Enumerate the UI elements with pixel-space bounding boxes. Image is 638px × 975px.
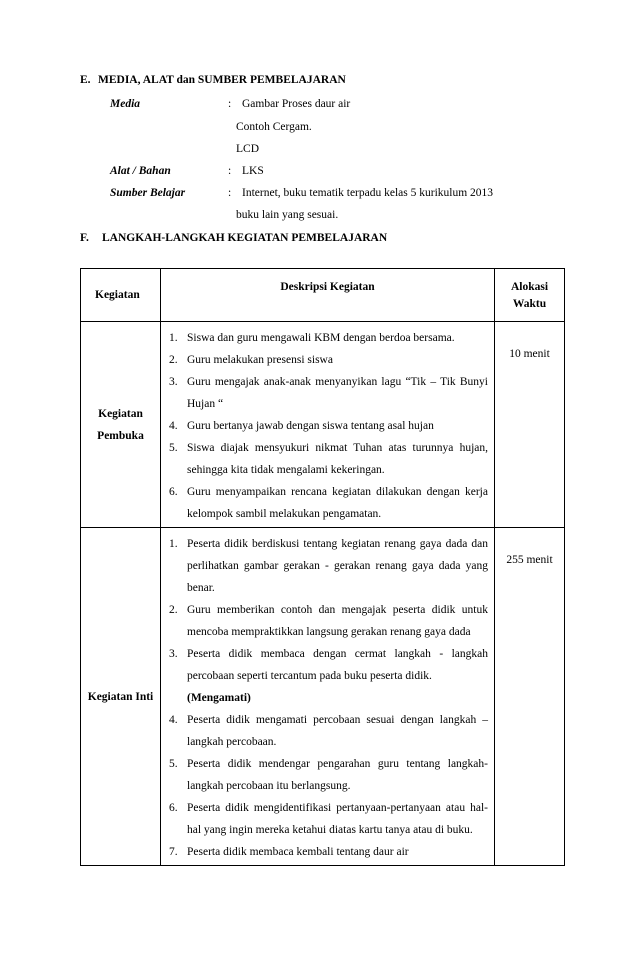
step-text: Peserta didik membaca dengan cermat langkah - langkah percobaan seperti tercantum pada buku peserta didik. (187, 648, 488, 682)
header-alokasi (495, 269, 565, 322)
section-f-heading (80, 232, 387, 244)
step-number: 4. (169, 420, 178, 432)
sumber-belajar-row (110, 187, 570, 207)
list-item (169, 643, 488, 709)
step-number: 2. (169, 604, 178, 616)
step-number: 3. (169, 648, 178, 660)
step-number: 1. (169, 332, 178, 344)
list-item (169, 415, 488, 437)
deskripsi-pembuka-cell (161, 322, 495, 528)
step-extra-mengamati: (Mengamati) (187, 692, 251, 704)
step-number: 5. (169, 442, 178, 454)
pembuka-steps-list (161, 322, 494, 527)
header-alokasi-line2: Waktu (512, 298, 547, 310)
step-number: 3. (169, 376, 178, 388)
deskripsi-inti-cell (161, 528, 495, 866)
kegiatan-pembuka-line1: Kegiatan (98, 407, 143, 420)
step-text: Guru memberikan contoh dan mengajak peserta didik untuk mencoba mempraktikkan langsung gerakan renang gaya dada (187, 604, 488, 638)
media-value-3: LCD (236, 143, 259, 155)
step-text: Peserta didik mendengar pengarahan guru tentang langkah- langkah percobaan itu berlangsung. (187, 758, 488, 792)
step-text: Guru bertanya jawab dengan siswa tentang asal hujan (187, 420, 434, 432)
sumber-belajar-value-1: Internet, buku tematik terpadu kelas 5 kurikulum 2013 (242, 187, 494, 199)
step-number: 7. (169, 846, 178, 858)
list-item (169, 349, 488, 371)
kegiatan-pembuka-line2: Pembuka (97, 429, 144, 442)
section-f-letter: F. (80, 232, 89, 244)
step-text: Siswa dan guru mengawali KBM dengan berdoa bersama. (187, 332, 455, 344)
section-e-letter: E. (80, 74, 91, 86)
step-number: 6. (169, 802, 178, 814)
step-text: Guru melakukan presensi siswa (187, 354, 333, 366)
step-number: 1. (169, 538, 178, 550)
list-item (169, 327, 488, 349)
sumber-belajar-label: Sumber Belajar (110, 187, 186, 199)
header-kegiatan: Kegiatan (81, 269, 161, 322)
list-item (169, 841, 488, 863)
step-text: Guru menyampaikan rencana kegiatan dilakukan dengan kerja kelompok sambil melakukan pengamatan. (187, 486, 488, 520)
media-value-2: Contoh Cergam. (236, 121, 312, 133)
list-item (169, 709, 488, 753)
alat-bahan-row (110, 165, 570, 185)
kegiatan-inti-cell: Kegiatan Inti (81, 528, 161, 866)
header-alokasi-line1: Alokasi (510, 281, 549, 293)
list-item (169, 437, 488, 481)
kegiatan-pembuka-cell (81, 322, 161, 528)
alat-bahan-label: Alat / Bahan (110, 165, 171, 177)
step-number: 4. (169, 714, 178, 726)
list-item (169, 753, 488, 797)
step-number: 6. (169, 486, 178, 498)
step-number: 5. (169, 758, 178, 770)
media-row (110, 98, 570, 118)
section-f-title: LANGKAH-LANGKAH KEGIATAN PEMBELAJARAN (102, 232, 388, 244)
list-item (169, 533, 488, 599)
step-text: Guru mengajak anak-anak menyanyikan lagu “Tik – Tik Bunyi Hujan “ (187, 376, 488, 410)
step-text: Siswa diajak mensyukuri nikmat Tuhan atas turunnya hujan, sehingga kita tidak mengalami kekeringan. (187, 442, 488, 476)
alokasi-inti: 255 menit (495, 528, 565, 866)
list-item (169, 371, 488, 415)
step-text: Peserta didik mengamati percobaan sesuai dengan langkah – langkah percobaan. (187, 714, 488, 748)
alat-bahan-value: LKS (242, 165, 264, 177)
media-label: Media (110, 98, 141, 110)
step-text: Peserta didik membaca kembali tentang daur air (187, 846, 409, 858)
step-number: 2. (169, 354, 178, 366)
step-text: Peserta didik berdiskusi tentang kegiatan renang gaya dada dan perlihatkan gambar gerakan - gerakan renang gaya dada yang benar. (187, 538, 488, 594)
inti-steps-list (161, 528, 494, 865)
alokasi-pembuka: 10 menit (495, 322, 565, 528)
kegiatan-table (80, 268, 565, 866)
step-text: Peserta didik mengidentifikasi pertanyaan-pertanyaan atau hal-hal yang ingin mereka ketahui diatas kartu tanya atau di buku. (187, 802, 488, 836)
media-colon: : (228, 98, 232, 110)
section-e-title: MEDIA, ALAT dan SUMBER PEMBELAJARAN (98, 74, 346, 86)
sumber-belajar-value-2: buku lain yang sesuai. (236, 209, 339, 221)
header-deskripsi: Deskripsi Kegiatan (161, 269, 495, 322)
table-row (81, 528, 565, 866)
media-value-1: Gambar Proses daur air (242, 98, 351, 110)
sumber-belajar-colon: : (228, 187, 232, 199)
list-item (169, 599, 488, 643)
list-item (169, 481, 488, 525)
table-header-row (81, 269, 565, 322)
list-item (169, 797, 488, 841)
table-row (81, 322, 565, 528)
section-e-heading (80, 74, 346, 86)
alat-bahan-colon: : (228, 165, 232, 177)
